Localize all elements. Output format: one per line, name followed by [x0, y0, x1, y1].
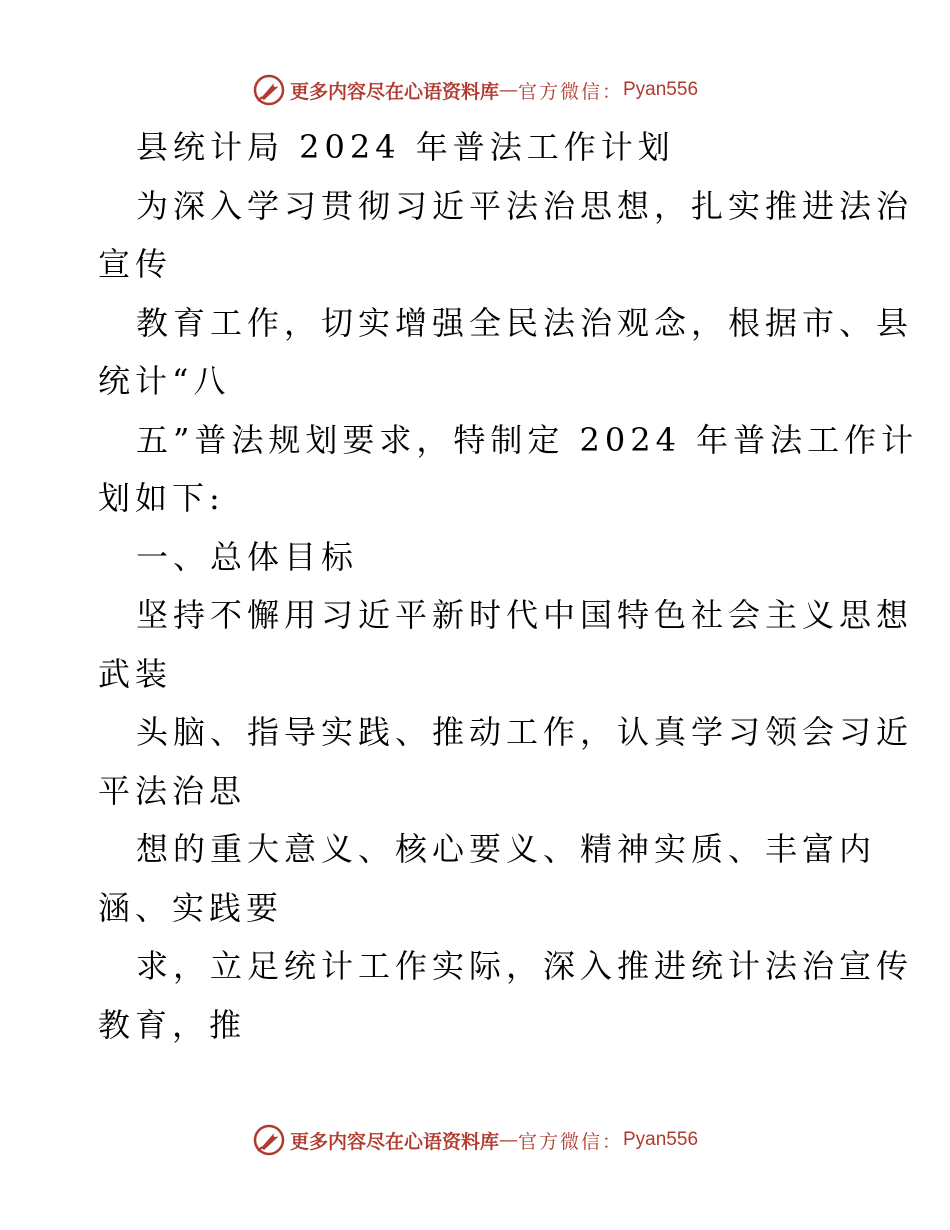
- paragraph-line: 平法治思: [98, 771, 247, 810]
- paragraph-line: 武装: [98, 654, 173, 693]
- section-heading: 一、总体目标: [136, 537, 359, 576]
- watermark-wechat-id: Pyan556: [623, 79, 699, 100]
- watermark-separator: —: [498, 1129, 518, 1151]
- watermark-official-label: 官方微信：: [517, 80, 623, 103]
- paragraph-line: 为深入学习贯彻习近平法治思想，扎实推进法治: [136, 186, 914, 225]
- pen-nib-logo-icon: [252, 1123, 286, 1157]
- paragraph-line: 教育，推: [98, 1005, 247, 1044]
- paragraph-line: 五”普法规划要求，特制定 2024 年普法工作计: [136, 420, 919, 459]
- paragraph-line: 宣传: [98, 245, 173, 283]
- footer-watermark: [0, 1122, 950, 1158]
- paragraph-line: 统计“八: [98, 362, 231, 400]
- paragraph-line: 划如下:: [98, 479, 225, 517]
- paragraph-line: 求，立足统计工作实际，深入推进统计法治宣传: [136, 947, 914, 985]
- document-body: [98, 118, 919, 1054]
- pen-nib-logo-icon: [252, 73, 286, 107]
- document-title: 县统计局 2024 年普法工作计划: [136, 128, 675, 166]
- paragraph-line: 涵、实践要: [98, 888, 284, 927]
- watermark-brand-text: 更多内容尽在心语资料库: [289, 80, 499, 103]
- watermark-separator: —: [498, 79, 518, 101]
- watermark-brand-text: 更多内容尽在心语资料库: [289, 1130, 499, 1153]
- paragraph-line: 坚持不懈用习近平新时代中国特色社会主义思想: [136, 596, 914, 634]
- paragraph-line: 想的重大意义、核心要义、精神实质、丰富内: [136, 830, 877, 868]
- paragraph-line: 教育工作，切实增强全民法治观念，根据市、县: [136, 303, 914, 342]
- header-watermark: [0, 72, 950, 108]
- paragraph-line: 头脑、指导实践、推动工作，认真学习领会习近: [136, 713, 914, 751]
- watermark-official-label: 官方微信：: [517, 1130, 623, 1153]
- watermark-wechat-id: Pyan556: [623, 1129, 699, 1150]
